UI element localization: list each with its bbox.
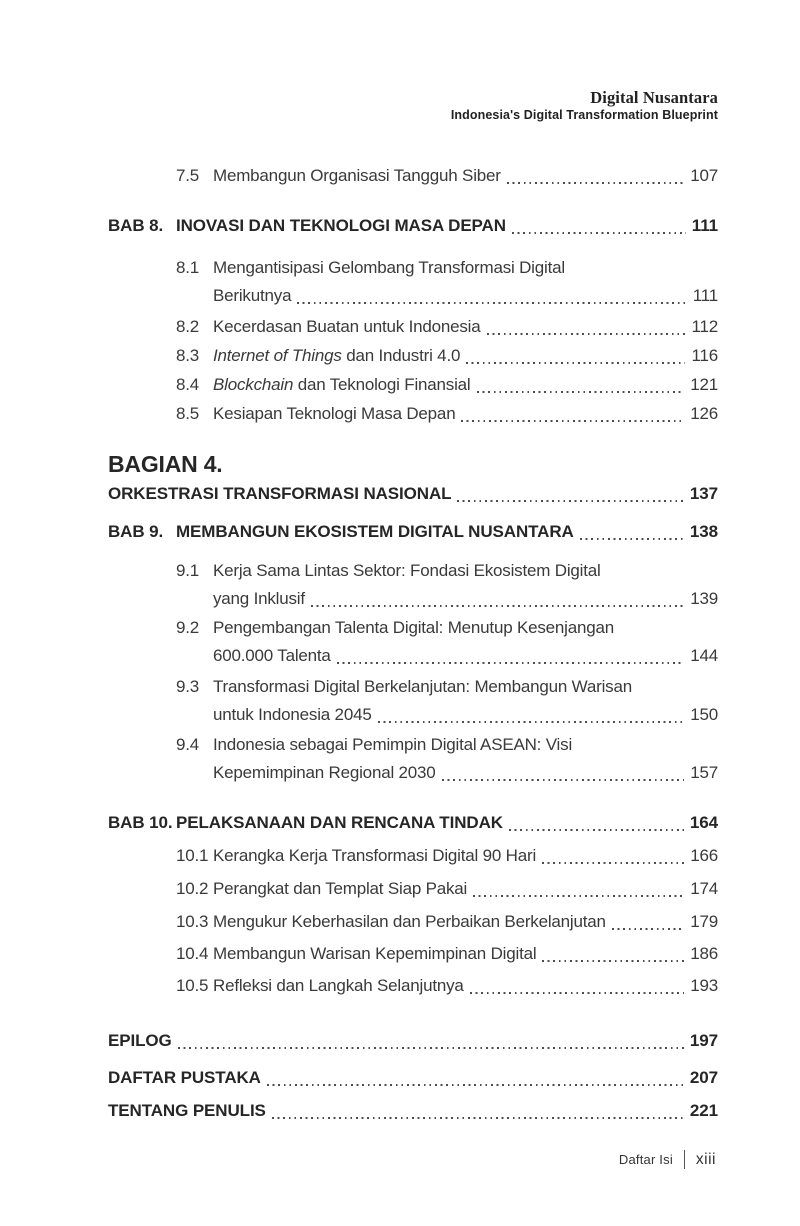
toc-entry-page: 121 [690, 375, 718, 394]
toc-entry-continuation [213, 585, 718, 613]
toc-entry [176, 371, 718, 399]
dot-leader [580, 538, 684, 540]
toc-part-title-text: BAGIAN 4. [108, 451, 223, 477]
toc-entry-number: 10.5 [176, 976, 209, 995]
dot-leader [378, 721, 685, 723]
dot-leader [272, 1117, 684, 1119]
dot-leader [487, 333, 686, 335]
dot-leader [267, 1084, 684, 1086]
toc-entry-title: Indonesia sebagai Pemimpin Digital ASEAN: Visi [213, 735, 573, 754]
dot-leader [337, 662, 685, 664]
toc-entry-title: Pengembangan Talenta Digital: Menutup Kesenjangan [213, 618, 615, 637]
dot-leader [509, 829, 684, 831]
toc-entry-number: 10.2 [176, 879, 209, 898]
toc-entry-page: 111 [692, 286, 718, 305]
toc-chapter [108, 809, 718, 837]
toc-entry-title: 600.000 Talenta [213, 646, 331, 665]
toc-chapter-page: 164 [689, 813, 718, 832]
toc-entry [176, 972, 718, 1000]
book-subtitle: Indonesia's Digital Transformation Blueprint [450, 108, 718, 122]
toc-entry-page: 116 [691, 346, 718, 365]
dot-leader [473, 895, 684, 897]
toc-entry [176, 875, 718, 903]
toc-entry [176, 731, 718, 759]
toc-entry-number: 8.1 [176, 258, 200, 277]
toc-entry [176, 254, 718, 282]
page-header [451, 88, 718, 123]
toc-chapter [108, 212, 718, 240]
toc-entry-title: Refleksi dan Langkah Selanjutnya [213, 976, 464, 995]
toc-entry-page: 150 [690, 705, 718, 724]
toc-entry-page: 144 [690, 646, 718, 665]
dot-leader [457, 500, 684, 502]
toc-entry-page: 179 [690, 912, 718, 931]
toc-section [108, 1027, 718, 1055]
toc-section-title: EPILOG [108, 1031, 172, 1050]
footer-section-label: Daftar Isi [618, 1152, 673, 1167]
toc-entry-number: 10.1 [176, 846, 209, 865]
toc-entry-title: Kerangka Kerja Transformasi Digital 90 Hari [213, 846, 537, 865]
toc-chapter-title: INOVASI DAN TEKNOLOGI MASA DEPAN [176, 216, 506, 235]
toc-entry-continuation [213, 282, 718, 310]
toc-entry-title: Kesiapan Teknologi Masa Depan [213, 404, 456, 423]
toc-entry-title [213, 371, 471, 399]
toc-entry-number: 10.3 [176, 912, 209, 931]
toc-entry [176, 842, 718, 870]
toc-chapter-label: BAB 8. [108, 216, 164, 235]
toc-entry [176, 313, 718, 341]
toc-section-title: TENTANG PENULIS [108, 1101, 266, 1120]
toc-entry-number: 9.2 [176, 618, 200, 637]
toc-entry-title: Kepemimpinan Regional 2030 [213, 763, 436, 782]
toc-entry-number: 10.4 [176, 944, 209, 963]
toc-entry-page: 107 [690, 166, 718, 185]
toc-entry [176, 162, 718, 190]
toc-entry-page: 112 [691, 317, 718, 336]
toc-entry-page: 193 [690, 976, 718, 995]
toc-entry-page: 186 [690, 944, 718, 963]
toc-chapter-label: BAB 10. [108, 813, 173, 832]
toc-chapter-title: PELAKSANAAN DAN RENCANA TINDAK [176, 813, 503, 832]
toc-entry [176, 673, 718, 701]
toc-entry-title: yang Inklusif [213, 589, 305, 608]
toc-entry-page: 166 [690, 846, 718, 865]
toc-section [108, 1097, 718, 1125]
toc-entry-title: Mengukur Keberhasilan dan Perbaikan Berkelanjutan [213, 912, 606, 931]
toc-entry-title-rest: dan Teknologi Finansial [293, 375, 471, 394]
dot-leader [178, 1047, 684, 1049]
toc-entry-number: 9.3 [176, 677, 200, 696]
toc-chapter-label: BAB 9. [108, 522, 164, 541]
toc-entry-title: Transformasi Digital Berkelanjutan: Membangun Warisan [213, 677, 632, 696]
toc-entry-page: 139 [690, 589, 718, 608]
toc-entry-continuation [213, 701, 718, 729]
toc-entry-page: 174 [690, 879, 718, 898]
toc-entry-continuation [213, 642, 718, 670]
toc-entry-number: 8.2 [176, 317, 200, 336]
toc-entry-title: Membangun Warisan Kepemimpinan Digital [213, 944, 537, 963]
toc-entry [176, 614, 718, 642]
toc-section-page: 221 [689, 1101, 718, 1120]
toc-entry-title [213, 342, 460, 370]
toc-entry-title: untuk Indonesia 2045 [213, 705, 372, 724]
table-of-contents [108, 162, 718, 1125]
toc-entry [176, 940, 718, 968]
toc-entry-title-italic: Blockchain [213, 375, 294, 394]
toc-entry-page: 157 [690, 763, 718, 782]
toc-section [108, 1064, 718, 1092]
toc-entry [176, 557, 718, 585]
dot-leader [297, 302, 686, 304]
toc-entry-title: Membangun Organisasi Tangguh Siber [213, 166, 501, 185]
dot-leader [612, 928, 684, 930]
toc-entry-title-rest: dan Industri 4.0 [341, 346, 461, 365]
toc-entry [176, 908, 718, 936]
dot-leader [542, 862, 684, 864]
toc-part-subtitle [108, 480, 718, 508]
footer-page-number: xiii [695, 1150, 716, 1168]
toc-entry-title: Perangkat dan Templat Siap Pakai [213, 879, 468, 898]
toc-section-page: 207 [689, 1068, 718, 1087]
toc-entry-title: Mengantisipasi Gelombang Transformasi Digital [213, 258, 565, 277]
toc-chapter-title: MEMBANGUN EKOSISTEM DIGITAL NUSANTARA [176, 522, 574, 541]
dot-leader [477, 391, 685, 393]
toc-part-title [108, 448, 718, 480]
toc-entry-title: Kerja Sama Lintas Sektor: Fondasi Ekosistem Digital [213, 561, 601, 580]
toc-entry-number: 8.4 [176, 375, 200, 394]
toc-entry-continuation [213, 759, 718, 787]
dot-leader [507, 182, 684, 184]
dot-leader [512, 232, 686, 234]
toc-chapter [108, 518, 718, 546]
toc-entry-title: Kecerdasan Buatan untuk Indonesia [213, 317, 481, 336]
footer-separator [684, 1150, 685, 1169]
toc-part-page: 137 [689, 484, 718, 503]
toc-entry-number: 8.3 [176, 346, 200, 365]
toc-entry-title-italic: Internet of Things [213, 346, 342, 365]
toc-section-title: DAFTAR PUSTAKA [108, 1068, 261, 1087]
toc-entry-title: Berikutnya [213, 286, 292, 305]
dot-leader [466, 362, 685, 364]
toc-section-page: 197 [689, 1031, 718, 1050]
page-footer [619, 1150, 716, 1169]
dot-leader [470, 992, 685, 994]
toc-entry-number: 8.5 [176, 404, 200, 423]
book-title: Digital Nusantara [590, 88, 718, 107]
toc-chapter-page: 111 [691, 216, 718, 235]
dot-leader [542, 960, 684, 962]
toc-entry-number: 9.1 [176, 561, 200, 580]
toc-entry [176, 342, 718, 370]
dot-leader [311, 605, 684, 607]
toc-entry [176, 400, 718, 428]
toc-part-subtitle-text: ORKESTRASI TRANSFORMASI NASIONAL [108, 484, 452, 503]
toc-chapter-page: 138 [689, 522, 718, 541]
toc-entry-page: 126 [690, 404, 718, 423]
toc-entry-number: 7.5 [176, 166, 200, 185]
toc-entry-number: 9.4 [176, 735, 200, 754]
dot-leader [461, 420, 684, 422]
dot-leader [442, 779, 685, 781]
